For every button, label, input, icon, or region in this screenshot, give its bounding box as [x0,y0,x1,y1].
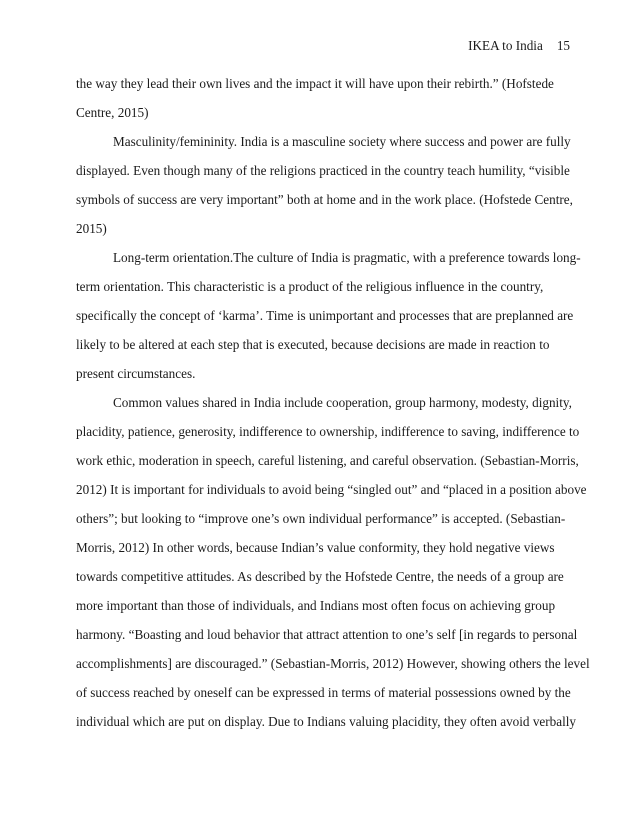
text-line: the way they lead their own lives and the impact it will have upon their rebirth.” (Hofstede [76,76,554,91]
text-line: Morris, 2012) In other words, because Indian’s value conformity, they hold negative views [76,540,555,555]
text-line: more important than those of individuals, and Indians most often focus on achieving group [76,598,556,613]
paragraph-start-line: Long-term orientation.The culture of India is pragmatic, with a preference towards long- [113,250,581,265]
text-line: placidity, patience, generosity, indifference to ownership, indifference to saving, indifference to [76,424,580,439]
text-line: present circumstances. [76,366,196,381]
text-line: likely to be altered at each step that is executed, because decisions are made in reaction to [76,337,550,352]
text-line: of success reached by oneself can be expressed in terms of material possessions owned by the [76,685,571,700]
text-line: individual which are put on display. Due to Indians valuing placidity, they often avoid verbally [76,714,577,729]
paragraph-start-line: Masculinity/femininity. India is a masculine society where success and power are fully [113,134,571,149]
running-head-title: IKEA to India [468,38,543,53]
text-line: towards competitive attitudes. As described by the Hofstede Centre, the needs of a group are [76,569,564,584]
text-line: displayed. Even though many of the religions practiced in the country teach humility, “visible [76,163,570,178]
running-header [468,37,570,55]
page-number: 15 [556,38,570,53]
text-line: 2012) It is important for individuals to avoid being “singled out” and “placed in a position above [76,482,587,497]
text-line: specifically the concept of ‘karma’. Time is unimportant and processes that are preplanned are [76,308,574,323]
text-line: accomplishments] are discouraged.” (Sebastian-Morris, 2012) However, showing others the level [76,656,590,671]
text-line: term orientation. This characteristic is a product of the religious influence in the country, [76,279,544,294]
text-line: work ethic, moderation in speech, careful listening, and careful observation. (Sebastian-Morris, [76,453,579,468]
text-line: others”; but looking to “improve one’s own individual performance” is accepted. (Sebastian- [76,511,566,526]
text-line: harmony. “Boasting and loud behavior that attract attention to one’s self [in regards to personal [76,627,578,642]
paragraph-start-line: Common values shared in India include cooperation, group harmony, modesty, dignity, [113,395,572,410]
text-line: symbols of success are very important” both at home and in the work place. (Hofstede Centre, [76,192,573,207]
text-line: Centre, 2015) [76,105,149,120]
text-line: 2015) [76,221,107,236]
